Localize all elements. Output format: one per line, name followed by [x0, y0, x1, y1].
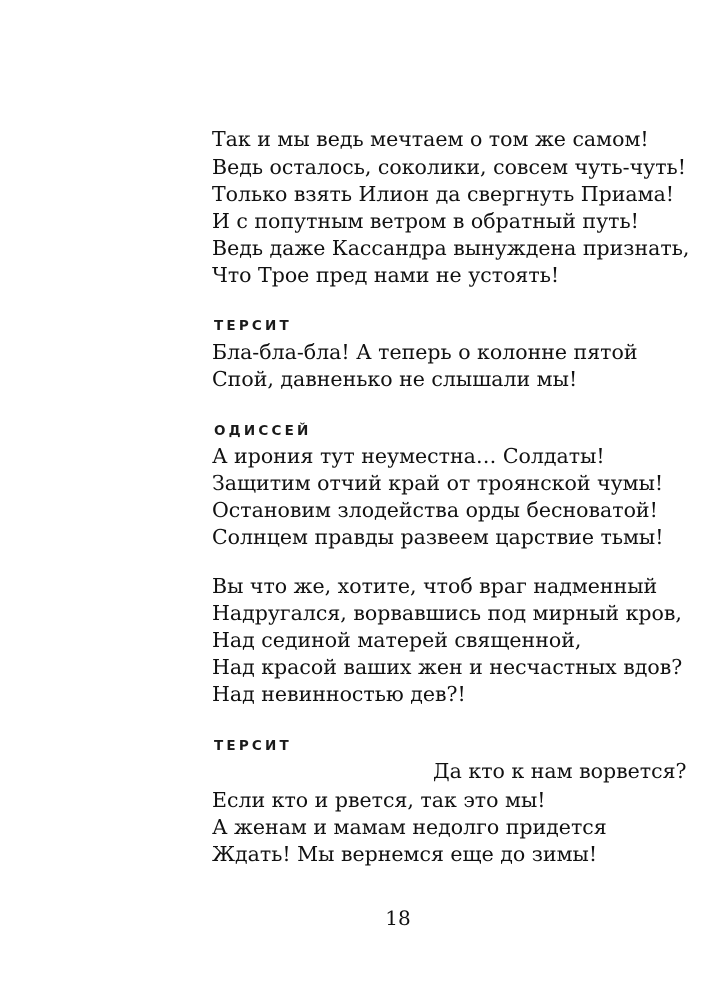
- verse-line: Если кто и рвется, так это мы!: [212, 788, 546, 812]
- verse-line: Так и мы ведь мечтаем о том же самом!: [212, 127, 649, 151]
- verse-line: И с попутным ветром в обратный путь!: [212, 209, 639, 233]
- verse-line-indented: Да кто к нам ворвется?: [433, 759, 687, 783]
- verse-line: Что Трое пред нами не устоять!: [212, 263, 560, 287]
- verse-line: Остановим злодейства орды бесноватой!: [212, 498, 658, 522]
- speaker-name: ТЕРСИТ: [214, 738, 292, 754]
- verse-line: Вы что же, хотите, чтоб враг надменный: [212, 574, 658, 598]
- verse-line: Ведь осталось, соколики, совсем чуть-чуть!: [212, 155, 686, 179]
- verse-line: Ждать! Мы вернемся еще до зимы!: [212, 842, 598, 866]
- verse-line: Над невинностью дев?!: [212, 682, 466, 706]
- verse-line: А ирония тут неуместна… Солдаты!: [212, 444, 605, 468]
- verse-line: Защитим отчий край от троянской чумы!: [212, 471, 664, 495]
- verse-line: Только взять Илион да свергнуть Приама!: [212, 182, 675, 206]
- verse-line: Над сединой матерей священной,: [212, 628, 582, 652]
- verse-line: Бла-бла-бла! А теперь о колонне пятой: [212, 340, 638, 364]
- verse-line: А женам и мамам недолго придется: [212, 815, 607, 839]
- page-number: 18: [385, 906, 411, 930]
- speaker-name: ТЕРСИТ: [214, 318, 292, 334]
- verse-line: Спой, давненько не слышали мы!: [212, 367, 578, 391]
- verse-line: Солнцем правды развеем царствие тьмы!: [212, 525, 664, 549]
- speaker-name: ОДИССЕЙ: [214, 423, 312, 439]
- verse-line: Надругался, ворвавшись под мирный кров,: [212, 601, 682, 625]
- verse-line: Над красой ваших жен и несчастных вдов?: [212, 655, 683, 679]
- verse-line: Ведь даже Кассандра вынуждена признать,: [212, 236, 690, 260]
